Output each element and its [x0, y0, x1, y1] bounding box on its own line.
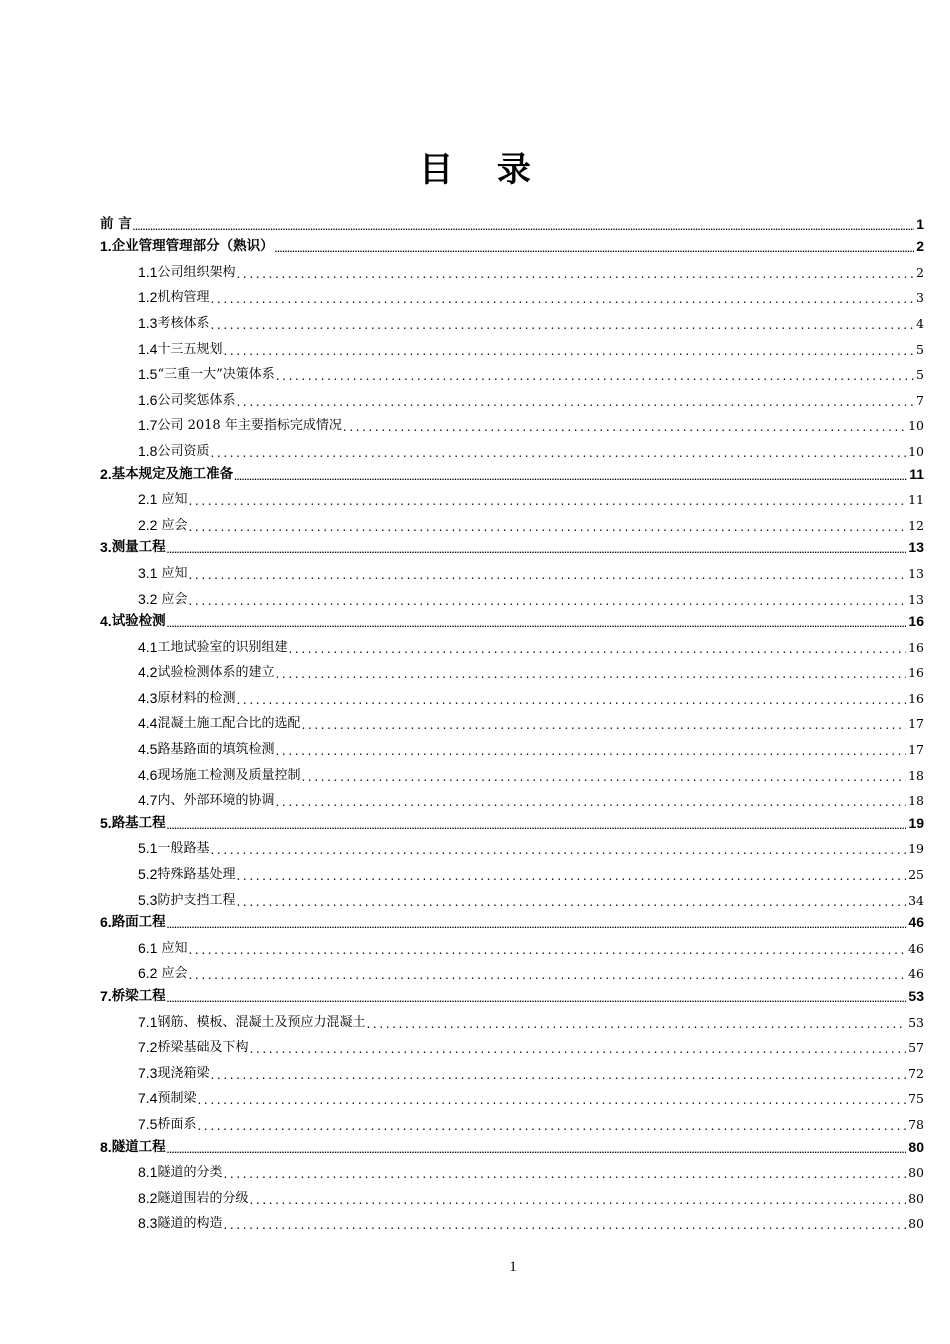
toc-dot-leader [210, 293, 914, 305]
toc-entry-number: 7.4 [138, 1090, 158, 1107]
toc-dot-leader [301, 771, 906, 783]
toc-entry-title: 路面工程 [111, 914, 166, 931]
toc-entry-page: 16 [908, 613, 924, 630]
toc-dot-leader [301, 719, 906, 731]
toc-entry-number: 3. [100, 539, 112, 556]
toc-chapter-entry[interactable] [100, 232, 924, 255]
toc-entry-title: 隧道工程 [111, 1138, 166, 1155]
toc-entry-page: 19 [908, 841, 924, 857]
toc-entry-page: 17 [908, 742, 924, 758]
toc-entry-title: 混凝土施工配合比的选配 [157, 716, 301, 732]
toc-section-entry[interactable] [100, 629, 924, 655]
toc-chapter-entry[interactable] [100, 1132, 924, 1155]
toc-entry-title: 内、外部环境的协调 [157, 793, 275, 809]
toc-dot-leader [167, 822, 907, 831]
toc-chapter-entry[interactable] [100, 908, 924, 931]
toc-chapter-entry[interactable] [100, 607, 924, 630]
toc-dot-leader [167, 620, 907, 629]
toc-entry-number: 7.5 [138, 1115, 158, 1132]
toc-entry-page: 46 [908, 940, 924, 956]
toc-section-entry[interactable] [100, 655, 924, 681]
toc-dot-leader [210, 844, 906, 856]
toc-dot-leader [275, 745, 906, 757]
toc-entry-title: 公司奖惩体系 [157, 392, 236, 408]
toc-entry-number: 4.4 [138, 715, 158, 732]
toc-dot-leader [167, 546, 907, 555]
toc-section-entry[interactable] [100, 956, 924, 982]
toc-entry-number: 4. [100, 613, 112, 630]
toc-entry-title: 应知 [161, 565, 188, 581]
toc-entry-title: 应会 [161, 591, 188, 607]
toc-dot-leader [236, 694, 906, 706]
toc-entry-title: 隧道的构造 [157, 1216, 223, 1232]
toc-section-entry[interactable] [100, 1155, 924, 1181]
toc-entry-title: 预制梁 [157, 1091, 197, 1107]
toc-entry-title: 试验检测 [111, 613, 166, 630]
toc-entry-number: 1.6 [138, 391, 158, 408]
toc-entry-page: 12 [908, 517, 924, 533]
toc-entry-page: 72 [908, 1065, 924, 1081]
toc-entry-title: 企业管理管理部分（熟识） [111, 238, 274, 255]
toc-section-entry[interactable] [100, 555, 924, 581]
toc-entry-number: 1.3 [138, 314, 158, 331]
toc-dot-leader [234, 473, 907, 482]
toc-entry-page: 7 [916, 392, 924, 408]
toc-entry-number: 8.2 [138, 1189, 158, 1206]
toc-entry-page: 3 [916, 290, 924, 306]
toc-entry-page: 13 [908, 565, 924, 581]
toc-dot-leader [188, 569, 906, 581]
toc-entry-number: 2. [100, 465, 112, 482]
toc-entry-number: 2.2 [138, 516, 158, 533]
toc-entry-title: 特殊路基处理 [157, 867, 236, 883]
toc-dot-leader [188, 521, 906, 533]
toc-entry-page: 80 [908, 1216, 924, 1232]
toc-dot-leader [343, 421, 906, 433]
toc-entry-title: 现浇箱梁 [157, 1065, 210, 1081]
toc-entry-title: “三重一大”决策体系 [157, 367, 275, 383]
toc-entry-page: 53 [908, 988, 924, 1004]
toc-section-entry[interactable] [100, 507, 924, 533]
toc-entry-number: 1.2 [138, 289, 158, 306]
toc-entry-title: 一般路基 [157, 841, 210, 857]
toc-entry-number: 8.1 [138, 1164, 158, 1181]
toc-section-entry[interactable] [100, 1081, 924, 1107]
toc-section-entry[interactable] [100, 1030, 924, 1056]
toc-section-entry[interactable] [100, 408, 924, 434]
toc-entry-title: 现场施工检测及质量控制 [157, 767, 301, 783]
toc-dot-leader [188, 969, 906, 981]
toc-section-entry[interactable] [100, 1206, 924, 1232]
toc-entry-page: 78 [908, 1116, 924, 1132]
toc-dot-leader [188, 595, 906, 607]
toc-dot-leader [210, 319, 914, 331]
toc-entry-title: 隧道围岩的分级 [157, 1190, 249, 1206]
toc-entry-number: 5.2 [138, 866, 158, 883]
toc-entry-page: 80 [908, 1190, 924, 1206]
page-title: 目 录 [419, 150, 547, 190]
toc-entry-number: 4.1 [138, 638, 158, 655]
toc-entry-number: 7.2 [138, 1039, 158, 1056]
toc-entry-number: 3.1 [138, 564, 158, 581]
toc-entry-title: 十三五规划 [157, 341, 223, 357]
toc-dot-leader [167, 921, 907, 930]
toc-entry-page: 11 [909, 465, 924, 482]
toc-section-entry[interactable] [100, 831, 924, 857]
toc-entry-page: 16 [908, 690, 924, 706]
toc-entry-title: 前 言 [100, 215, 132, 232]
toc-dot-leader [249, 1194, 906, 1206]
toc-entry-title: 应知 [161, 492, 188, 508]
toc-dot-leader [133, 223, 915, 232]
toc-entry-title: 公司组织架构 [157, 264, 236, 280]
toc-entry-number: 2.1 [138, 491, 158, 508]
toc-dot-leader [167, 1146, 907, 1155]
toc-entry-page: 10 [908, 418, 924, 434]
toc-dot-leader [210, 1069, 906, 1081]
toc-entry-page: 25 [908, 867, 924, 883]
toc-entry-title: 防护支挡工程 [157, 892, 236, 908]
toc-section-entry[interactable] [100, 280, 924, 306]
toc-entry-page: 13 [908, 539, 924, 556]
toc-section-entry[interactable] [100, 254, 924, 280]
toc-entry-page: 18 [908, 767, 924, 783]
toc-entry-page: 46 [908, 966, 924, 982]
toc-entry-number: 4.2 [138, 664, 158, 681]
toc-entry-title: 基本规定及施工准备 [111, 465, 234, 482]
toc-entry-title: 公司 2018 年主要指标完成情况 [157, 418, 342, 434]
toc-section-entry[interactable] [100, 305, 924, 331]
toc-entry-number: 4.3 [138, 689, 158, 706]
toc-chapter-entry[interactable] [100, 808, 924, 831]
toc-entry-title: 应会 [161, 517, 188, 533]
toc-entry-title: 测量工程 [111, 539, 166, 556]
toc-entry-page: 4 [916, 315, 924, 331]
toc-dot-leader [188, 495, 906, 507]
toc-dot-leader [275, 668, 906, 680]
toc-entry-number: 5.3 [138, 891, 158, 908]
toc-section-entry[interactable] [100, 783, 924, 809]
toc-entry-title: 桥面系 [157, 1116, 197, 1132]
toc-entry-number: 1.4 [138, 340, 158, 357]
toc-dot-leader [188, 944, 906, 956]
toc-dot-leader [366, 1018, 906, 1030]
toc-entry-title: 试验检测体系的建立 [157, 665, 275, 681]
toc-section-entry[interactable] [100, 757, 924, 783]
toc-entry-number: 3.2 [138, 590, 158, 607]
toc-section-entry[interactable] [100, 331, 924, 357]
toc-entry-page: 2 [916, 264, 924, 280]
toc-dot-leader [197, 1094, 906, 1106]
toc-section-entry[interactable] [100, 1106, 924, 1132]
toc-dot-leader [223, 1219, 906, 1231]
toc-entry-title: 钢筋、模板、混凝土及预应力混凝土 [157, 1014, 366, 1030]
toc-entry-number: 8.3 [138, 1215, 158, 1232]
toc-entry-title: 机构管理 [157, 290, 210, 306]
toc-entry-page: 34 [908, 892, 924, 908]
footer-page-number: 1 [509, 1259, 517, 1275]
toc-entry-page: 11 [908, 492, 924, 508]
toc-entry-page: 18 [908, 793, 924, 809]
toc-entry-page: 16 [908, 639, 924, 655]
toc-entry-title: 工地试验室的识别组建 [157, 639, 288, 655]
toc-entry-title: 桥梁基础及下构 [157, 1040, 249, 1056]
toc-section-entry[interactable] [100, 482, 924, 508]
toc-entry-title: 桥梁工程 [111, 988, 166, 1004]
toc-entry-title: 公司资质 [157, 443, 210, 459]
toc-section-entry[interactable] [100, 1055, 924, 1081]
toc-dot-leader [223, 345, 914, 357]
toc-chapter-entry[interactable] [100, 533, 924, 556]
toc-entry-page: 53 [908, 1014, 924, 1030]
toc-chapter-entry[interactable] [100, 209, 924, 232]
toc-entry-page: 2 [916, 238, 924, 255]
toc-entry-number: 6. [100, 914, 112, 931]
toc-dot-leader [236, 396, 914, 408]
toc-entry-title: 应会 [161, 966, 188, 982]
toc-entry-number: 7. [100, 988, 112, 1004]
toc-entry-number: 1.7 [138, 417, 158, 434]
toc-dot-leader [167, 995, 907, 1004]
toc-section-entry[interactable] [100, 357, 924, 383]
toc-dot-leader [236, 268, 914, 280]
toc-section-entry[interactable] [100, 930, 924, 956]
toc-entry-page: 16 [908, 665, 924, 681]
toc-entry-page: 13 [908, 591, 924, 607]
toc-entry-page: 10 [908, 443, 924, 459]
toc-section-entry[interactable] [100, 680, 924, 706]
toc-entry-title: 原材料的检测 [157, 690, 236, 706]
toc-entry-number: 7.3 [138, 1064, 158, 1081]
toc-section-entry[interactable] [100, 882, 924, 908]
toc-entry-page: 46 [908, 914, 924, 931]
toc-entry-number: 4.7 [138, 792, 158, 809]
toc-dot-leader [236, 870, 906, 882]
toc-dot-leader [249, 1043, 906, 1055]
toc-entry-page: 75 [908, 1091, 924, 1107]
toc-entry-page: 80 [908, 1165, 924, 1181]
table-of-contents [100, 209, 924, 1231]
toc-dot-leader [288, 643, 906, 655]
toc-entry-page: 5 [916, 341, 924, 357]
toc-entry-number: 6.2 [138, 965, 158, 982]
toc-section-entry[interactable] [100, 856, 924, 882]
toc-entry-number: 1.8 [138, 442, 158, 459]
toc-section-entry[interactable] [100, 1004, 924, 1030]
toc-entry-title: 应知 [161, 940, 188, 956]
toc-dot-leader [197, 1120, 906, 1132]
toc-chapter-entry[interactable] [100, 459, 924, 482]
toc-entry-page: 1 [916, 215, 924, 232]
toc-chapter-entry[interactable] [100, 981, 924, 1004]
toc-entry-page: 80 [908, 1138, 924, 1155]
toc-entry-number: 8. [100, 1138, 112, 1155]
toc-entry-page: 5 [916, 367, 924, 383]
toc-section-entry[interactable] [100, 706, 924, 732]
toc-section-entry[interactable] [100, 731, 924, 757]
toc-entry-number: 1. [100, 238, 112, 255]
toc-entry-page: 19 [908, 814, 924, 831]
toc-entry-title: 路基工程 [111, 814, 166, 831]
toc-entry-number: 7.1 [138, 1013, 158, 1030]
toc-entry-number: 5.1 [138, 840, 158, 857]
toc-entry-number: 4.6 [138, 766, 158, 783]
toc-entry-number: 1.5 [138, 366, 158, 383]
toc-entry-title: 隧道的分类 [157, 1165, 223, 1181]
toc-entry-number: 5. [100, 814, 112, 831]
toc-dot-leader [275, 245, 915, 254]
toc-section-entry[interactable] [100, 382, 924, 408]
toc-entry-page: 17 [908, 716, 924, 732]
toc-entry-title: 考核体系 [157, 315, 210, 331]
toc-dot-leader [210, 447, 906, 459]
toc-section-entry[interactable] [100, 433, 924, 459]
toc-section-entry[interactable] [100, 1180, 924, 1206]
toc-dot-leader [236, 896, 906, 908]
toc-entry-page: 57 [908, 1040, 924, 1056]
toc-dot-leader [275, 796, 906, 808]
toc-entry-title: 路基路面的填筑检测 [157, 742, 275, 758]
toc-section-entry[interactable] [100, 581, 924, 607]
toc-dot-leader [223, 1168, 906, 1180]
toc-dot-leader [276, 370, 914, 382]
toc-entry-number: 6.1 [138, 939, 158, 956]
toc-entry-number: 4.5 [138, 741, 158, 758]
toc-entry-number: 1.1 [138, 263, 158, 280]
